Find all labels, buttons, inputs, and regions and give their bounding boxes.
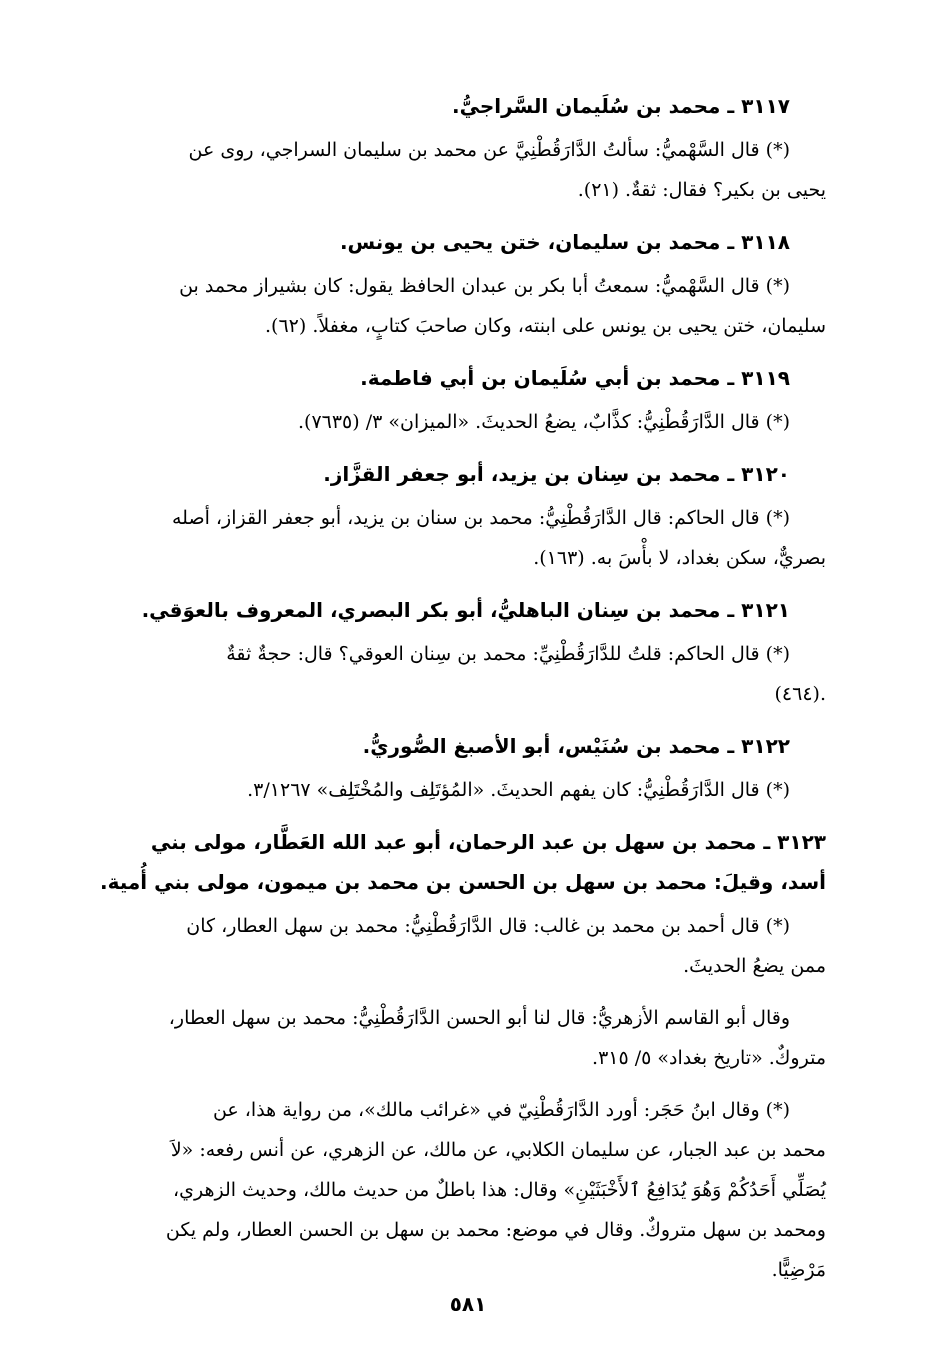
entry-heading: ٣١١٧ ـ محمد بن سُلَيمان السَّراجيُّ. [452,94,790,118]
entry-heading: ٣١٢٣ ـ محمد بن سهل بن عبد الرحمان، أبو عبد الله العَطَّار، مولى بني أسد، وقيلَ: محمد بن سهل بن الحسن بن محمد بن ميمون، مولى بني أُمية. [100,830,826,894]
entry-paragraph [100,770,826,810]
entry-heading: ٣١١٨ ـ محمد بن سليمان، ختن يحيى بن يونس. [339,230,790,254]
entry-heading: ٣١٢٠ ـ محمد بن سِنان بن يزيد، أبو جعفر القزَّاز. [323,462,790,486]
text-line: (*) قال الدَّارَقُطْنِيُّ: كان يفهم الحديثَ. «المُؤتَلِف والمُخْتَلِف» ٣/١٢٦٧. [247,779,790,801]
text-line: (*) قال الدَّارَقُطْنِيُّ: كذَّابٌ، يضعُ الحديثَ. «الميزان» ٣/ (٧٦٣٥). [297,411,790,433]
text-line: (*) وقال ابنُ حَجَر: أورد الدَّارَقُطْنِيّ في «غرائب مالك»، من رواية هذا، عن [212,1099,790,1121]
biography-entry [100,822,826,1290]
text-line: (*) قال الحاكم: قلتُ للدَّارَقُطْنِيِّ: محمد بن سِنان العوقي؟ قال: حجةٌ ثقةٌ [226,643,790,665]
entry-paragraph [100,266,826,346]
biography-entry [100,454,826,578]
biography-entry [100,590,826,714]
text-line: سليمان، ختن يحيى بن يونس على ابنته، وكان صاحبَ كتابٍ، مغفلاً. (٦٢). [265,315,826,337]
entry-paragraph [100,906,826,986]
text-line: (*) قال السَّهْميُّ: سمعتُ أبا بكر بن عبدان الحافظ يقول: كان بشيراز محمد بن [179,275,790,297]
text-line: مَرْضِيًّا. [771,1259,826,1281]
text-line: وقال أبو القاسم الأزهريُّ: قال لنا أبو الحسن الدَّارَقُطْنِيُّ: محمد بن سهل العطار، [168,1007,790,1029]
entry-paragraph [100,498,826,578]
page-number: ٥٨١ [449,1292,487,1316]
biography-entry [100,222,826,346]
biography-entry [100,726,826,810]
biography-entry [100,86,826,210]
text-line: يحيى بن بكير؟ فقال: ثقةٌ. (٢١). [577,179,826,201]
text-line: محمد بن عبد الجبار، عن سليمان الكلابي، عن مالك، عن الزهري، عن أنس رفعه: «لاَ [170,1139,826,1161]
entry-paragraph [100,634,826,714]
text-line: يُصَلِّي أَحَدُكُمْ وَهُوَ يُدَافِعُ ٱلأَخْبَثَيْنِ» وقال: هذا باطلٌ من حديث مالك، وحديث الزهري، [172,1179,826,1201]
text-line: ممن يضعُ الحديثَ. [683,955,826,977]
entry-paragraph [100,1090,826,1290]
entry-heading: ٣١٢١ ـ محمد بن سِنان الباهليُّ، أبو بكر البصري، المعروف بالعوَقي. [141,598,790,622]
page-content [100,86,826,1302]
text-line: (*) قال الحاكم: قال الدَّارَقُطْنِيُّ: محمد بن سنان بن يزيد، أبو جعفر القزاز، أصله [171,507,790,529]
biography-entry [100,358,826,442]
entry-heading: ٣١٢٢ ـ محمد بن سُنَيْس، أبو الأصبغ الصُّوريُّ. [362,734,790,758]
entry-heading: ٣١١٩ ـ محمد بن أبي سُلَيمان بن أبي فاطمة. [360,366,790,390]
text-line: .(٤٦٤) [774,683,826,705]
text-line: متروكٌ. «تاريخ بغداد» ٥/ ٣١٥. [592,1047,826,1069]
text-line: (*) قال أحمد بن محمد بن غالب: قال الدَّارَقُطْنِيُّ: محمد بن سهل العطار، كان [186,915,790,937]
entry-paragraph [100,130,826,210]
entry-paragraph [100,998,826,1078]
entry-paragraph [100,402,826,442]
text-line: بصريٌّ، سكن بغداد، لا بأْسَ به. (١٦٣). [533,547,826,569]
text-line: (*) قال السَّهْميُّ: سألتُ الدَّارَقُطْنِيَّ عن محمد بن سليمان السراجي، روى عن [188,139,790,161]
text-line: ومحمد بن سهل متروكٌ. وقال في موضع: محمد بن سهل بن الحسن العطار، ولم يكن [165,1219,826,1241]
